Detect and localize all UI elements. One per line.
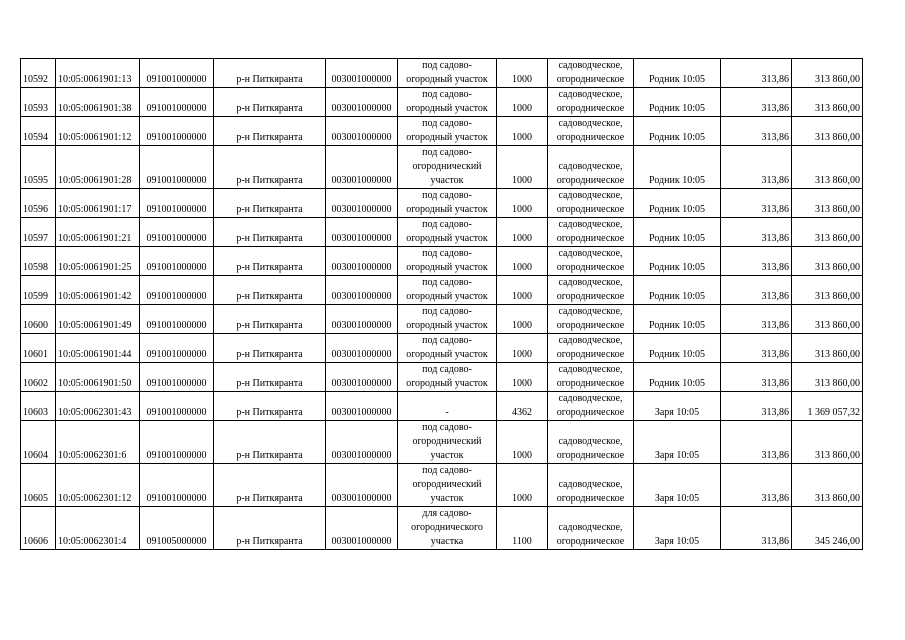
land-use-line: огородный участок	[406, 204, 488, 215]
district-name: р-н Питкяранта	[214, 363, 326, 392]
cadastral-number: 10:05:0061901:28	[56, 146, 140, 189]
cadastral-value: 313 860,00	[792, 334, 863, 363]
row-number: 10596	[21, 189, 56, 218]
land-category	[548, 247, 634, 276]
specific-value: 313,86	[721, 88, 792, 117]
land-use	[398, 88, 497, 117]
land-category-line: огородническое	[556, 74, 625, 85]
cadastral-value: 345 246,00	[792, 507, 863, 550]
oktmo-code: 003001000000	[326, 59, 398, 88]
cadastral-value: 313 860,00	[792, 146, 863, 189]
table-row	[21, 59, 863, 88]
land-use	[398, 117, 497, 146]
land-category-line: огородническое	[556, 320, 625, 331]
okato-code: 091001000000	[140, 247, 214, 276]
land-use-line: участок	[430, 493, 464, 504]
cadastral-number: 10:05:0061901:21	[56, 218, 140, 247]
district-name: р-н Питкяранта	[214, 305, 326, 334]
valuation-zone: Родник 10:05	[634, 247, 721, 276]
land-use	[398, 421, 497, 464]
cadastral-value: 313 860,00	[792, 305, 863, 334]
land-category-line: огородническое	[556, 175, 625, 186]
row-number: 10593	[21, 88, 56, 117]
area: 1000	[497, 305, 548, 334]
land-category-line: огородническое	[556, 132, 625, 143]
specific-value: 313,86	[721, 464, 792, 507]
table-row	[21, 276, 863, 305]
table-row	[21, 189, 863, 218]
district-name: р-н Питкяранта	[214, 247, 326, 276]
land-use-line: участка	[430, 536, 464, 547]
land-category-line: садоводческое,	[558, 436, 623, 447]
land-category-line: огородническое	[556, 450, 625, 461]
area: 1000	[497, 464, 548, 507]
cadastral-value: 313 860,00	[792, 421, 863, 464]
land-use-line: под садово-	[422, 60, 472, 71]
okato-code: 091001000000	[140, 88, 214, 117]
specific-value: 313,86	[721, 218, 792, 247]
land-use	[398, 276, 497, 305]
cadastral-number: 10:05:0061901:12	[56, 117, 140, 146]
land-category-line: огородническое	[556, 233, 625, 244]
oktmo-code: 003001000000	[326, 507, 398, 550]
land-use-line: под садово-	[422, 364, 472, 375]
land-use-line: для садово-	[422, 508, 472, 519]
row-number: 10592	[21, 59, 56, 88]
valuation-zone: Родник 10:05	[634, 88, 721, 117]
oktmo-code: 003001000000	[326, 218, 398, 247]
valuation-zone: Родник 10:05	[634, 218, 721, 247]
land-category-line: садоводческое,	[558, 219, 623, 230]
land-category	[548, 421, 634, 464]
land-category-line: садоводческое,	[558, 479, 623, 490]
district-name: р-н Питкяранта	[214, 464, 326, 507]
oktmo-code: 003001000000	[326, 276, 398, 305]
okato-code: 091001000000	[140, 59, 214, 88]
specific-value: 313,86	[721, 305, 792, 334]
land-use-line: участок	[430, 450, 464, 461]
okato-code: 091001000000	[140, 363, 214, 392]
oktmo-code: 003001000000	[326, 464, 398, 507]
row-number: 10595	[21, 146, 56, 189]
oktmo-code: 003001000000	[326, 421, 398, 464]
land-category-line: садоводческое,	[558, 335, 623, 346]
okato-code: 091001000000	[140, 146, 214, 189]
land-category-line: огородническое	[556, 493, 625, 504]
table-body	[21, 59, 863, 550]
area: 1000	[497, 247, 548, 276]
land-use-line: под садово-	[422, 147, 472, 158]
area: 1000	[497, 59, 548, 88]
table-row	[21, 247, 863, 276]
land-category-line: огородническое	[556, 536, 625, 547]
land-category	[548, 117, 634, 146]
row-number: 10601	[21, 334, 56, 363]
area: 1100	[497, 507, 548, 550]
valuation-zone: Заря 10:05	[634, 464, 721, 507]
okato-code: 091001000000	[140, 421, 214, 464]
land-use	[398, 59, 497, 88]
land-use	[398, 218, 497, 247]
cadastral-value: 313 860,00	[792, 189, 863, 218]
valuation-zone: Родник 10:05	[634, 276, 721, 305]
land-category-line: садоводческое,	[558, 364, 623, 375]
valuation-zone: Заря 10:05	[634, 507, 721, 550]
table-row	[21, 392, 863, 421]
table-row	[21, 507, 863, 550]
oktmo-code: 003001000000	[326, 392, 398, 421]
specific-value: 313,86	[721, 392, 792, 421]
specific-value: 313,86	[721, 59, 792, 88]
cadastral-value: 313 860,00	[792, 59, 863, 88]
land-use-line: огородный участок	[406, 262, 488, 273]
district-name: р-н Питкяранта	[214, 88, 326, 117]
land-use-line: огородный участок	[406, 291, 488, 302]
specific-value: 313,86	[721, 363, 792, 392]
oktmo-code: 003001000000	[326, 305, 398, 334]
land-category	[548, 88, 634, 117]
valuation-zone: Родник 10:05	[634, 146, 721, 189]
row-number: 10599	[21, 276, 56, 305]
specific-value: 313,86	[721, 189, 792, 218]
specific-value: 313,86	[721, 117, 792, 146]
cadastral-value: 313 860,00	[792, 276, 863, 305]
cadastral-number: 10:05:0061901:13	[56, 59, 140, 88]
district-name: р-н Питкяранта	[214, 218, 326, 247]
cadastral-number: 10:05:0062301:12	[56, 464, 140, 507]
land-category-line: огородническое	[556, 103, 625, 114]
specific-value: 313,86	[721, 146, 792, 189]
oktmo-code: 003001000000	[326, 334, 398, 363]
okato-code: 091001000000	[140, 464, 214, 507]
cadastral-number: 10:05:0062301:6	[56, 421, 140, 464]
okato-code: 091001000000	[140, 117, 214, 146]
district-name: р-н Питкяранта	[214, 146, 326, 189]
land-category	[548, 464, 634, 507]
row-number: 10605	[21, 464, 56, 507]
district-name: р-н Питкяранта	[214, 334, 326, 363]
valuation-zone: Родник 10:05	[634, 305, 721, 334]
land-category-line: огородническое	[556, 349, 625, 360]
table-row	[21, 218, 863, 247]
area: 1000	[497, 334, 548, 363]
valuation-zone: Родник 10:05	[634, 59, 721, 88]
land-use-line: огородный участок	[406, 132, 488, 143]
land-category	[548, 334, 634, 363]
area: 1000	[497, 276, 548, 305]
oktmo-code: 003001000000	[326, 247, 398, 276]
specific-value: 313,86	[721, 276, 792, 305]
area: 1000	[497, 218, 548, 247]
cadastral-number: 10:05:0061901:49	[56, 305, 140, 334]
land-use-line: огородный участок	[406, 233, 488, 244]
land-use-line: огородный участок	[406, 320, 488, 331]
table-row	[21, 334, 863, 363]
district-name: р-н Питкяранта	[214, 189, 326, 218]
cadastral-value-table	[20, 58, 863, 550]
valuation-zone: Заря 10:05	[634, 392, 721, 421]
district-name: р-н Питкяранта	[214, 117, 326, 146]
land-use-line: огородный участок	[406, 378, 488, 389]
oktmo-code: 003001000000	[326, 363, 398, 392]
land-category	[548, 305, 634, 334]
table-row	[21, 305, 863, 334]
land-category-line: огородническое	[556, 291, 625, 302]
land-category-line: садоводческое,	[558, 60, 623, 71]
table-row	[21, 363, 863, 392]
oktmo-code: 003001000000	[326, 117, 398, 146]
okato-code: 091001000000	[140, 189, 214, 218]
land-category	[548, 276, 634, 305]
specific-value: 313,86	[721, 421, 792, 464]
land-category-line: садоводческое,	[558, 118, 623, 129]
land-category-line: огородническое	[556, 262, 625, 273]
cadastral-number: 10:05:0062301:43	[56, 392, 140, 421]
land-use	[398, 464, 497, 507]
land-use	[398, 392, 497, 421]
row-number: 10604	[21, 421, 56, 464]
land-category-line: садоводческое,	[558, 393, 623, 404]
area: 1000	[497, 189, 548, 218]
row-number: 10606	[21, 507, 56, 550]
cadastral-value: 313 860,00	[792, 464, 863, 507]
land-category-line: огородническое	[556, 378, 625, 389]
land-use-line: под садово-	[422, 89, 472, 100]
okato-code: 091001000000	[140, 334, 214, 363]
area: 1000	[497, 117, 548, 146]
cadastral-value: 313 860,00	[792, 88, 863, 117]
oktmo-code: 003001000000	[326, 88, 398, 117]
valuation-zone: Родник 10:05	[634, 334, 721, 363]
row-number: 10594	[21, 117, 56, 146]
row-number: 10597	[21, 218, 56, 247]
district-name: р-н Питкяранта	[214, 392, 326, 421]
land-category-line: огородническое	[556, 407, 625, 418]
cadastral-number: 10:05:0061901:17	[56, 189, 140, 218]
table-row	[21, 117, 863, 146]
land-use	[398, 507, 497, 550]
district-name: р-н Питкяранта	[214, 276, 326, 305]
land-use	[398, 247, 497, 276]
land-use-line: под садово-	[422, 422, 472, 433]
oktmo-code: 003001000000	[326, 189, 398, 218]
row-number: 10598	[21, 247, 56, 276]
okato-code: 091001000000	[140, 276, 214, 305]
row-number: 10602	[21, 363, 56, 392]
land-category	[548, 59, 634, 88]
okato-code: 091005000000	[140, 507, 214, 550]
cadastral-value: 313 860,00	[792, 363, 863, 392]
land-category	[548, 507, 634, 550]
land-category-line: садоводческое,	[558, 190, 623, 201]
land-use	[398, 334, 497, 363]
okato-code: 091001000000	[140, 392, 214, 421]
specific-value: 313,86	[721, 334, 792, 363]
land-category	[548, 392, 634, 421]
land-category-line: садоводческое,	[558, 248, 623, 259]
district-name: р-н Питкяранта	[214, 507, 326, 550]
land-use-line: огороднического	[411, 522, 483, 533]
land-use-line: под садово-	[422, 465, 472, 476]
land-category	[548, 363, 634, 392]
land-use	[398, 305, 497, 334]
table-row	[21, 464, 863, 507]
land-use-line: под садово-	[422, 306, 472, 317]
row-number: 10603	[21, 392, 56, 421]
land-use-line: под садово-	[422, 118, 472, 129]
land-use-line: огороднический	[412, 436, 482, 447]
land-use-line: под садово-	[422, 190, 472, 201]
land-use-line: огороднический	[412, 479, 482, 490]
land-use-line: огородный участок	[406, 103, 488, 114]
cadastral-value: 313 860,00	[792, 218, 863, 247]
cadastral-number: 10:05:0061901:50	[56, 363, 140, 392]
specific-value: 313,86	[721, 507, 792, 550]
land-category-line: садоводческое,	[558, 522, 623, 533]
cadastral-value: 313 860,00	[792, 117, 863, 146]
cadastral-number: 10:05:0061901:38	[56, 88, 140, 117]
land-category	[548, 189, 634, 218]
area: 1000	[497, 146, 548, 189]
land-use-line: участок	[430, 175, 464, 186]
cadastral-number: 10:05:0061901:44	[56, 334, 140, 363]
land-category-line: огородническое	[556, 204, 625, 215]
land-category-line: садоводческое,	[558, 277, 623, 288]
area: 1000	[497, 363, 548, 392]
district-name: р-н Питкяранта	[214, 421, 326, 464]
land-use-line: под садово-	[422, 248, 472, 259]
specific-value: 313,86	[721, 247, 792, 276]
land-use-line: под садово-	[422, 219, 472, 230]
land-use-line: огороднический	[412, 161, 482, 172]
valuation-zone: Заря 10:05	[634, 421, 721, 464]
row-number: 10600	[21, 305, 56, 334]
land-use	[398, 146, 497, 189]
land-category-line: садоводческое,	[558, 89, 623, 100]
okato-code: 091001000000	[140, 305, 214, 334]
area: 4362	[497, 392, 548, 421]
land-use	[398, 363, 497, 392]
land-use-line: -	[445, 407, 449, 418]
valuation-zone: Родник 10:05	[634, 363, 721, 392]
cadastral-number: 10:05:0062301:4	[56, 507, 140, 550]
land-category-line: садоводческое,	[558, 306, 623, 317]
oktmo-code: 003001000000	[326, 146, 398, 189]
cadastral-value: 1 369 057,32	[792, 392, 863, 421]
land-use-line: огородный участок	[406, 349, 488, 360]
land-use	[398, 189, 497, 218]
valuation-zone: Родник 10:05	[634, 189, 721, 218]
area: 1000	[497, 421, 548, 464]
table-row	[21, 421, 863, 464]
district-name: р-н Питкяранта	[214, 59, 326, 88]
table-row	[21, 88, 863, 117]
area: 1000	[497, 88, 548, 117]
land-use-line: огородный участок	[406, 74, 488, 85]
land-use-line: под садово-	[422, 277, 472, 288]
valuation-zone: Родник 10:05	[634, 117, 721, 146]
table-row	[21, 146, 863, 189]
land-category-line: садоводческое,	[558, 161, 623, 172]
cadastral-value: 313 860,00	[792, 247, 863, 276]
cadastral-number: 10:05:0061901:25	[56, 247, 140, 276]
land-category	[548, 146, 634, 189]
okato-code: 091001000000	[140, 218, 214, 247]
land-use-line: под садово-	[422, 335, 472, 346]
cadastral-number: 10:05:0061901:42	[56, 276, 140, 305]
land-category	[548, 218, 634, 247]
